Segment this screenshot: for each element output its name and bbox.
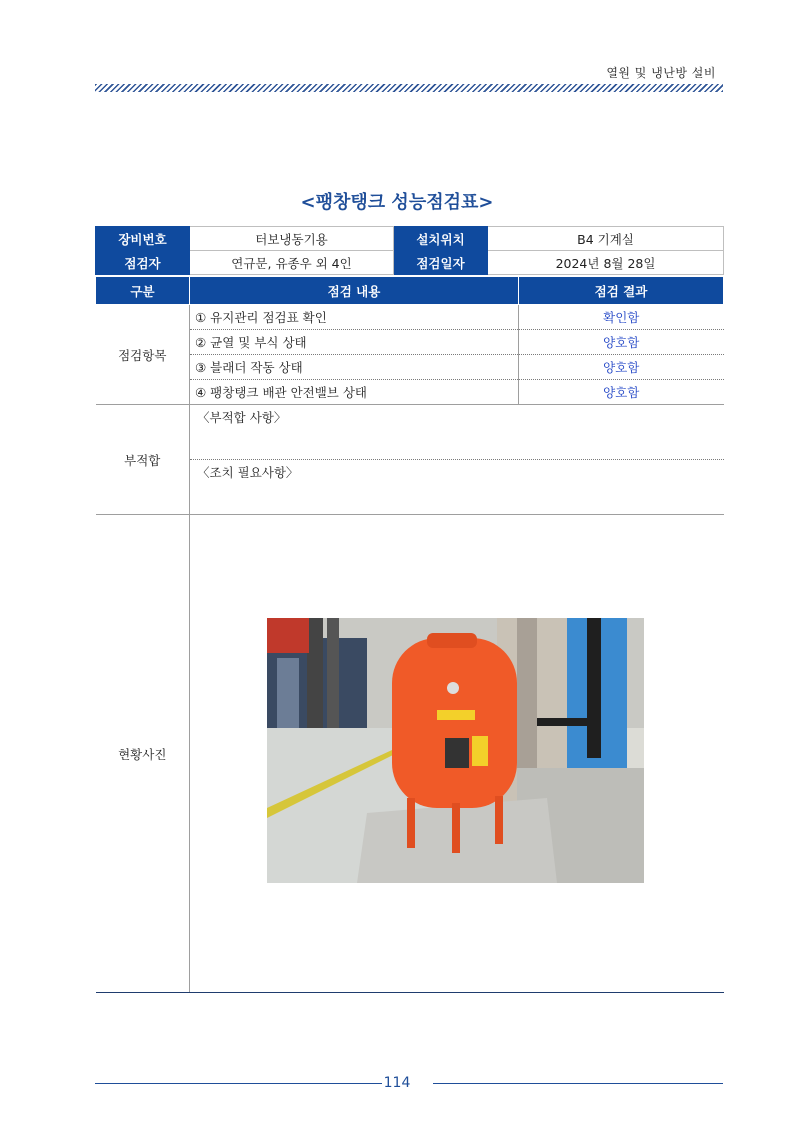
col-result: 점검 결과 (519, 277, 724, 305)
date-value: 2024년 8월 28일 (488, 251, 724, 275)
page-number: 114 (383, 1075, 411, 1091)
inspector-label: 점검자 (96, 251, 190, 275)
equip-label: 장비번호 (96, 227, 190, 251)
check-item: ① 유지관리 점검표 확인 (190, 305, 519, 330)
nonconformity-items-label: 〈부적합 사항〉 (190, 405, 724, 460)
table-row (96, 305, 724, 330)
inspection-category: 점검항목 (96, 305, 190, 405)
location-value: B4 기계실 (488, 227, 724, 251)
check-item: ③ 블래더 작동 상태 (190, 355, 519, 380)
photo-category: 현황사진 (96, 515, 190, 993)
check-result: 확인함 (519, 305, 724, 330)
check-result: 양호함 (519, 355, 724, 380)
section-header: 열원 및 냉난방 설비 (606, 66, 716, 80)
table-row (96, 380, 724, 405)
date-label: 점검일자 (394, 251, 488, 275)
inspection-table (95, 226, 724, 275)
footer-rule-right (433, 1083, 723, 1084)
table-row (96, 330, 724, 355)
nonconformity-row (96, 405, 724, 515)
info-row-equipment (96, 227, 724, 251)
header-hatched-rule (95, 84, 723, 92)
check-result: 양호함 (519, 330, 724, 355)
table-row (96, 355, 724, 380)
inspector-value: 연규문, 유종우 외 4인 (190, 251, 394, 275)
expansion-tank-photo (267, 618, 644, 883)
check-result: 양호함 (519, 380, 724, 405)
col-category: 구분 (96, 277, 190, 305)
required-actions-label: 〈조치 필요사항〉 (197, 465, 299, 480)
document-title: <팽창탱크 성능점검표> (300, 192, 494, 213)
check-item: ④ 팽창탱크 배관 안전밸브 상태 (190, 380, 519, 405)
info-row-inspector (96, 251, 724, 275)
equip-value: 터보냉동기용 (190, 227, 394, 251)
location-label: 설치위치 (394, 227, 488, 251)
nonconformity-category: 부적합 (96, 405, 190, 515)
check-item: ② 균열 및 부식 상태 (190, 330, 519, 355)
nonconformity-cell (190, 405, 724, 515)
column-header-row (96, 277, 724, 305)
col-content: 점검 내용 (190, 277, 519, 305)
